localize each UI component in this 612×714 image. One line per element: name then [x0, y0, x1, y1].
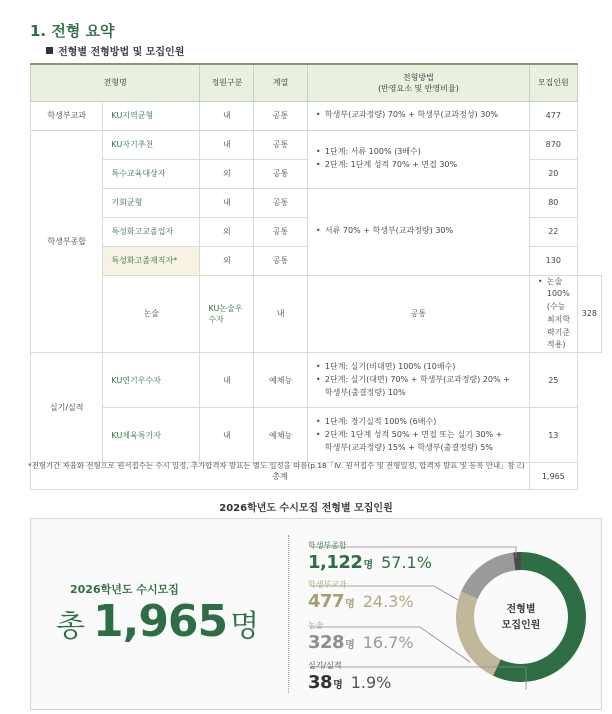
legend-item	[308, 579, 414, 612]
count-cell: 328	[577, 275, 601, 353]
table-header-row	[31, 64, 602, 101]
count-cell: 25	[529, 353, 577, 408]
total-label: 총계	[31, 463, 530, 490]
legend-values	[308, 632, 414, 653]
legend-values	[308, 552, 432, 573]
name-cell: KU연기우수자	[103, 353, 200, 408]
name-cell: KU자기추천	[103, 130, 200, 159]
group-cell: 학생부교과	[31, 101, 103, 130]
legend-item	[308, 540, 432, 573]
total-value: 1,965	[92, 596, 228, 647]
legend-values	[308, 672, 391, 693]
method-line: • 2단계: 1단계 성적 50% + 면접 또는 실기 30% +	[316, 429, 525, 442]
admission-summary-table	[30, 63, 602, 490]
count-cell: 80	[529, 188, 577, 217]
track-cell: 공통	[254, 101, 308, 130]
header-method-line1: 전형방법	[402, 72, 434, 82]
name-cell: KU논술우수자	[200, 275, 254, 353]
footnote: *전형기간 자율화 전형으로 원서접수는 수시 일정, 추가합격자 발표는 별도 일정을 따름(p.18「Ⅳ. 원서접수 및 전형일정, 합격자 발표 및 등록 안내」참고)	[28, 461, 525, 470]
legend-unit: 명	[363, 560, 374, 571]
quota-cell: 외	[200, 217, 254, 246]
name-cell: 특성화고졸재직자*	[103, 246, 200, 275]
method-cell	[307, 101, 529, 130]
count-cell: 20	[529, 159, 577, 188]
subsection-title-text: 전형별 전형방법 및 모집인원	[58, 47, 185, 58]
track-cell: 예체능	[254, 353, 308, 408]
legend-percent: 24.3%	[362, 592, 414, 611]
track-cell: 공통	[254, 246, 308, 275]
legend-count: 1,122	[308, 552, 363, 573]
method-cell	[307, 353, 529, 408]
legend-percent: 57.1%	[381, 553, 432, 572]
method-cell	[529, 275, 577, 353]
donut-label-line2: 모집인원	[501, 620, 541, 631]
method-line: • 1단계: 경기실적 100% (6배수)	[316, 416, 525, 429]
chart-title: 2026학년도 수시모집 전형별 모집인원	[219, 503, 393, 514]
method-line: • 1단계: 실기(비대면) 100% (10배수)	[316, 361, 525, 374]
legend-unit: 명	[333, 680, 343, 691]
count-cell: 130	[529, 246, 577, 275]
quota-cell: 내	[200, 188, 254, 217]
square-bullet-icon	[46, 47, 53, 54]
count-cell: 13	[529, 408, 577, 463]
total-prefix: 총	[56, 609, 85, 644]
track-cell: 공통	[254, 188, 308, 217]
method-cell	[307, 130, 529, 188]
method-cell	[307, 408, 529, 463]
quota-cell: 내	[200, 353, 254, 408]
method-line: • 학생부(교과정량) 70% + 학생부(교과정성) 30%	[316, 109, 525, 122]
quota-cell: 내	[200, 408, 254, 463]
divider	[288, 535, 289, 693]
name-cell: KU지역균형	[103, 101, 200, 130]
method-line: • 2단계: 1단계 성적 70% + 면접 30%	[316, 159, 525, 172]
quota-cell: 외	[200, 246, 254, 275]
header-method-line2: (반영요소 및 반영비율)	[377, 83, 459, 93]
subsection-title	[46, 43, 184, 58]
legend-unit: 명	[345, 599, 355, 610]
table-row	[31, 130, 602, 159]
quota-cell: 내	[200, 130, 254, 159]
count-cell: 870	[529, 130, 577, 159]
legend-item	[308, 620, 414, 653]
table-row	[31, 353, 602, 408]
total-caption: 2026학년도 수시모집	[70, 583, 179, 596]
track-cell: 공통	[307, 275, 529, 353]
name-cell: 기회균형	[103, 188, 200, 217]
track-cell: 공통	[254, 159, 308, 188]
method-line: 학생부(교과정량) 15% + 학생부(출결정량) 5%	[324, 442, 493, 452]
total-unit: 명	[230, 609, 260, 644]
table-row	[31, 408, 602, 463]
table-row	[31, 275, 602, 353]
method-line: • 서류 70% + 학생부(교과정량) 30%	[316, 225, 525, 238]
legend-count: 477	[308, 591, 345, 612]
legend-values	[308, 591, 414, 612]
total-display	[56, 596, 259, 647]
legend-label: 학생부교과	[308, 580, 347, 589]
track-cell: 공통	[254, 130, 308, 159]
legend-unit: 명	[345, 640, 355, 651]
table-row	[31, 101, 602, 130]
method-line: • 2단계: 실기(대면) 70% + 학생부(교과정량) 20% +	[316, 374, 525, 387]
quota-cell: 내	[254, 275, 308, 353]
header-track: 계열	[254, 64, 308, 101]
name-cell: KU체육특기자	[103, 408, 200, 463]
legend-item	[308, 660, 391, 693]
method-line: 학생부(출결정량) 10%	[324, 387, 406, 397]
track-cell: 예체능	[254, 408, 308, 463]
quota-cell: 내	[200, 101, 254, 130]
legend-percent: 1.9%	[350, 673, 392, 692]
count-cell: 477	[529, 101, 577, 130]
legend-label: 학생부종합	[308, 541, 347, 550]
quota-cell: 외	[200, 159, 254, 188]
legend-label: 실기/실적	[308, 661, 342, 670]
method-line: • 논술 100% (수능최저학력기준 적용)	[538, 276, 573, 353]
group-cell: 학생부종합	[31, 130, 103, 353]
table-row	[31, 188, 602, 217]
header-count: 모집인원	[529, 64, 577, 101]
legend-count: 328	[308, 632, 345, 653]
group-cell: 논술	[103, 275, 200, 353]
name-cell: 특성화고교졸업자	[103, 217, 200, 246]
header-type: 전형명	[31, 64, 200, 101]
name-cell: 특수교육대상자	[103, 159, 200, 188]
track-cell: 공통	[254, 217, 308, 246]
group-cell: 실기/실적	[31, 353, 103, 463]
total-count: 1,965	[529, 463, 577, 490]
header-method	[307, 64, 529, 101]
section-title: 1. 전형 요약	[30, 22, 115, 40]
donut-label-line1: 전형별	[506, 604, 536, 615]
count-cell: 22	[529, 217, 577, 246]
header-quota-type: 정원구분	[200, 64, 254, 101]
method-line: • 1단계: 서류 100% (3배수)	[316, 146, 525, 159]
legend-count: 38	[308, 672, 333, 693]
method-cell	[307, 188, 529, 275]
legend-percent: 16.7%	[362, 633, 414, 652]
legend-label: 논술	[308, 621, 324, 630]
